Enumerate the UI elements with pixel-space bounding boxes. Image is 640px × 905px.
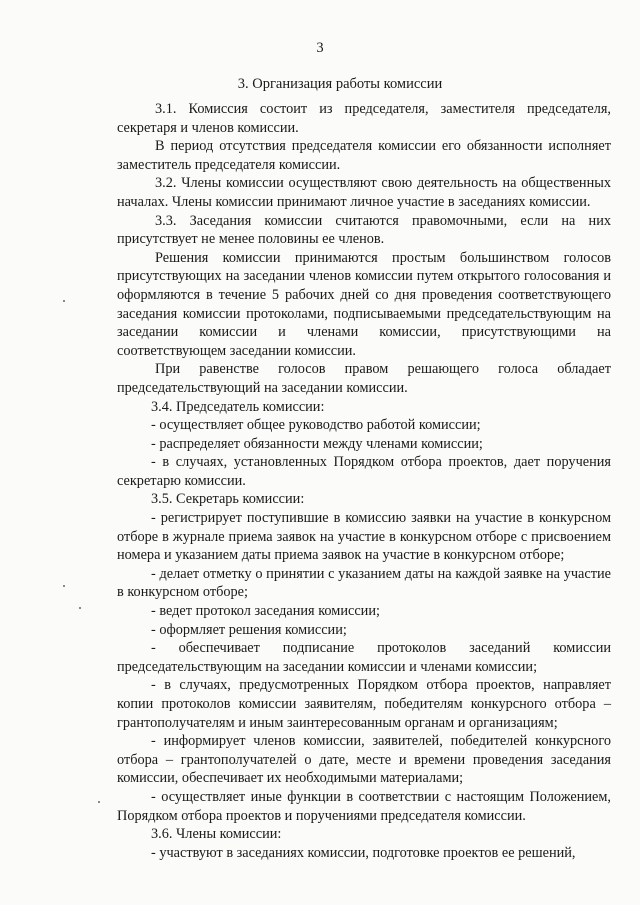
list-item: - информирует членов комиссии, заявителей, победителей конкурсного отбора – грантополучателей о дате, месте и времени проведения заседания комиссии, обеспечивает их необходимыми материалами; xyxy=(117,733,611,787)
subsection-heading: 3.5. Секретарь комиссии: xyxy=(151,491,305,508)
scan-speck xyxy=(79,607,81,609)
paragraph: Решения комиссии принимаются простым большинством голосов присутствующих на заседании членов комиссии путем открытого голосования и оформляются в течение 5 рабочих дней со дня проведения соответствующего заседания комиссии протоколами, подписываемыми председательствующим на заседании комиссии и членами комиссии, присутствующими на соответствующем заседании комиссии. xyxy=(117,249,611,359)
list-item: - ведет протокол заседания комиссии; xyxy=(151,603,380,620)
paragraph: 3.1. Комиссия состоит из председателя, заместителя председателя, секретаря и членов комиссии. xyxy=(117,101,611,136)
subsection-heading: 3.6. Члены комиссии: xyxy=(151,826,282,843)
paragraph: При равенстве голосов правом решающего голоса обладает председательствующий на заседании комиссии. xyxy=(117,361,611,396)
scan-speck xyxy=(98,801,100,803)
paragraph: 3.3. Заседания комиссии считаются правомочными, если на них присутствует не менее половины ее членов. xyxy=(117,212,611,248)
section-title: 3. Организация работы комиссии xyxy=(237,76,443,92)
list-item: - осуществляет иные функции в соответствии с настоящим Положением, Порядком отбора проектов и поручениями председателя комиссии. xyxy=(117,788,611,824)
paragraph: 3.2. Члены комиссии осуществляют свою деятельность на общественных началах. Члены комиссии принимают личное участие в заседаниях комиссии. xyxy=(117,175,611,210)
list-item: - регистрирует поступившие в комиссию заявки на участие в конкурсном отборе в журнале приема заявок на участие в конкурсном отборе с присвоением номера и указанием даты приема заявок на участие в конкурсном отборе; xyxy=(117,510,611,564)
list-item: - в случаях, установленных Порядком отбора проектов, дает поручения секретарю комиссии. xyxy=(117,454,611,489)
list-item: - осуществляет общее руководство работой комиссии; xyxy=(151,417,481,434)
subsection-heading: 3.4. Председатель комиссии: xyxy=(151,398,325,415)
list-item: - обеспечивает подписание протоколов заседаний комиссии председательствующим на заседании комиссии и членами комиссии; xyxy=(117,640,611,675)
list-item: - оформляет решения комиссии; xyxy=(151,621,347,638)
document-body xyxy=(117,100,611,862)
list-item: - делает отметку о принятии с указанием даты на каждой заявке на участие в конкурсном отборе; xyxy=(117,565,611,601)
list-item: - распределяет обязанности между членами комиссии; xyxy=(151,435,483,452)
list-item: - в случаях, предусмотренных Порядком отбора проектов, направляет копии протоколов комиссии заявителям, победителям конкурсного отбора – грантополучателям и иным заинтересованным органам и организациям; xyxy=(117,677,611,731)
scan-speck xyxy=(63,300,65,302)
paragraph: В период отсутствия председателя комиссии его обязанности исполняет заместитель председателя комиссии. xyxy=(117,138,611,173)
scan-speck xyxy=(63,585,65,587)
list-item: - участвуют в заседаниях комиссии, подготовке проектов ее решений, xyxy=(151,844,576,861)
page-number: 3 xyxy=(316,40,324,56)
